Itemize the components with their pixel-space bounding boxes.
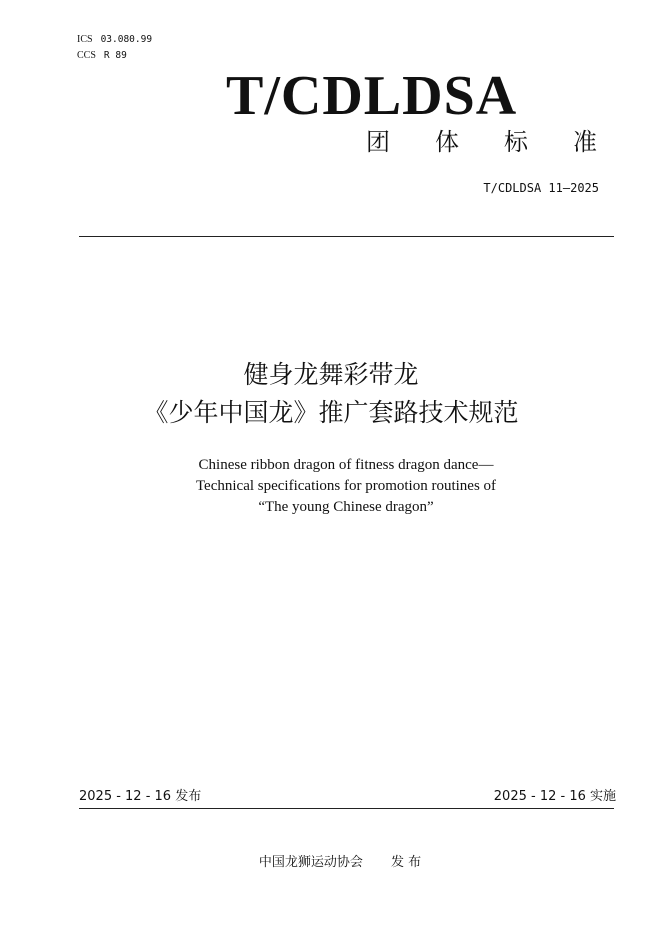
english-title-line-1: Chinese ribbon dragon of fitness dragon dance— xyxy=(198,457,494,473)
header-divider xyxy=(79,236,614,237)
chinese-title-line-2: 《少年中国龙》推广套路技术规范 xyxy=(143,398,519,427)
ics-label: ICS xyxy=(77,34,93,45)
ics-value: 03.080.99 xyxy=(100,34,153,45)
chinese-title xyxy=(0,356,662,432)
english-title-line-2: Technical specifications for promotion routines of xyxy=(195,478,497,494)
classification-codes xyxy=(77,32,152,64)
ccs-value: R 89 xyxy=(103,50,127,61)
standard-type-label: 团体标准 xyxy=(366,128,642,156)
organization-logo: T/CDLDSA xyxy=(226,65,518,127)
ccs-code xyxy=(77,48,152,64)
english-title-line-3: “The young Chinese dragon” xyxy=(258,499,434,515)
standard-number: T/CDLDSA 11—2025 xyxy=(483,181,599,195)
publish-date: 2025 - 12 - 16 发布 xyxy=(79,789,202,804)
ccs-label: CCS xyxy=(77,50,96,61)
footer-divider xyxy=(79,808,614,809)
chinese-title-line-1: 健身龙舞彩带龙 xyxy=(243,360,419,389)
english-title xyxy=(0,455,662,518)
publisher-name: 中国龙狮运动协会 xyxy=(258,855,363,870)
ics-code xyxy=(77,32,152,48)
implement-date: 2025 - 12 - 16 实施 xyxy=(493,789,616,804)
publisher-action: 发 布 xyxy=(390,855,422,870)
publisher-line xyxy=(0,853,662,873)
